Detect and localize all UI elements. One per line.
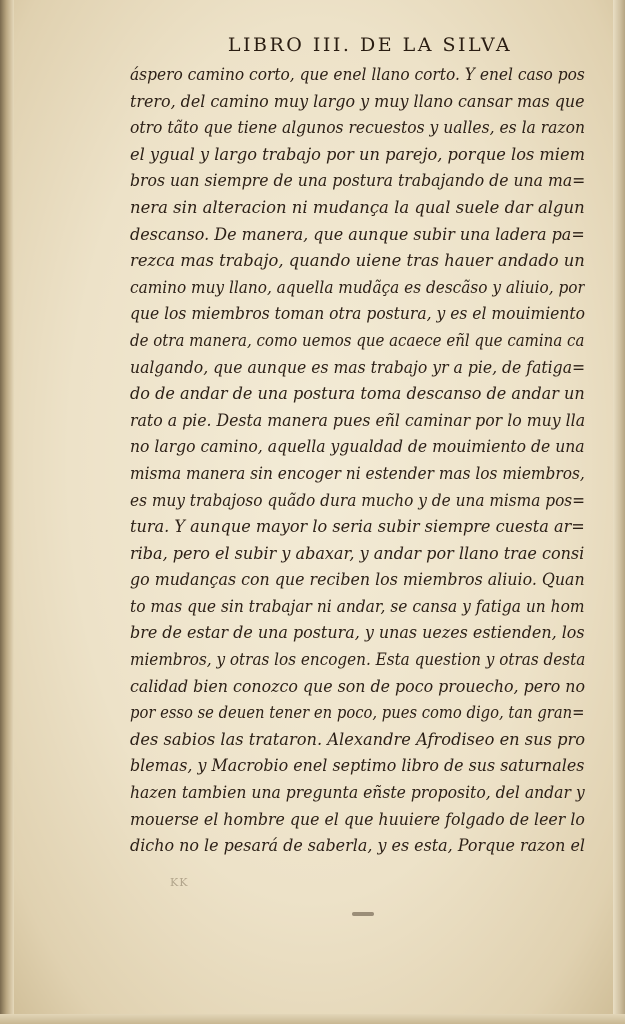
page-edge-right bbox=[613, 0, 625, 1024]
text-line: por esso se deuen tener en poco, pues como digo, tan gran= bbox=[130, 703, 585, 723]
text-line: es muy trabajoso quãdo dura mucho y de una misma pos= bbox=[130, 490, 585, 510]
text-line: no largo camino, aquella ygualdad de mouimiento de una bbox=[130, 437, 585, 457]
text-line: hazen tambien una pregunta eñste proposito, del andar y bbox=[130, 783, 585, 803]
text-line: riba, pero el subir y abaxar, y andar por llano trae consi bbox=[130, 543, 585, 563]
text-line: nera sin alteracion ni mudança la qual suele dar algun bbox=[130, 197, 585, 217]
text-line: blemas, y Macrobio enel septimo libro de sus saturnales bbox=[130, 756, 585, 776]
text-line: calidad bien conozco que son de poco prouecho, pero no bbox=[130, 676, 585, 696]
text-line: de otra manera, como uemos que acaece eñl que camina ca bbox=[130, 330, 585, 350]
text-line: do de andar de una postura toma descanso de andar un bbox=[130, 384, 585, 404]
text-line: dicho no le pesará de saberla, y es esta, Porque razon el bbox=[130, 836, 585, 856]
text-line: descanso. De manera, que aunque subir una ladera pa= bbox=[130, 224, 585, 244]
signature-mark: KK bbox=[170, 876, 189, 889]
body-text bbox=[130, 62, 590, 860]
text-line: bros uan siempre de una postura trabajando de una ma= bbox=[130, 171, 586, 191]
text-line: rato a pie. Desta manera pues eñl caminar por lo muy lla bbox=[130, 410, 586, 430]
text-line: mouerse el hombre que el que huuiere folgado de leer lo bbox=[130, 809, 585, 829]
text-line: bre de estar de una postura, y unas uezes estienden, los bbox=[130, 623, 585, 643]
text-line: tura. Y aunque mayor lo seria subir siempre cuesta ar= bbox=[130, 517, 585, 537]
text-line: que los miembros toman otra postura, y es el mouimiento bbox=[130, 304, 585, 324]
text-line: camino muy llano, aquella mudãça es descãso y aliuio, por bbox=[130, 277, 585, 297]
text-line: misma manera sin encoger ni estender mas los miembros, bbox=[130, 463, 585, 483]
ink-smudge bbox=[352, 912, 374, 916]
page-edge-bottom bbox=[0, 1014, 625, 1024]
page-gutter bbox=[0, 0, 14, 1024]
text-line: to mas que sin trabajar ni andar, se cansa y fatiga un hom bbox=[130, 596, 585, 616]
text-line: otro tãto que tiene algunos recuestos y ualles, es la razon bbox=[130, 118, 585, 138]
text-line: ualgando, que aunque es mas trabajo yr a pie, de fatiga= bbox=[130, 357, 586, 377]
text-line: áspero camino corto, que enel llano corto. Y enel caso pos bbox=[130, 65, 585, 84]
text-line: trero, del camino muy largo y muy llano cansar mas que bbox=[130, 91, 585, 111]
text-line: miembros, y otras los encogen. Esta question y otras desta bbox=[130, 650, 586, 670]
text-line: des sabios las trataron. Alexandre Afrodiseo en sus pro bbox=[130, 729, 585, 749]
running-head: LIBRO III. DE LA SILVA bbox=[227, 34, 513, 56]
text-line: el ygual y largo trabajo por un parejo, porque los miem bbox=[130, 144, 585, 164]
text-line: go mudanças con que reciben los miembros aliuio. Quan bbox=[130, 570, 585, 590]
text-line: rezca mas trabajo, quando uiene tras hauer andado un bbox=[130, 251, 585, 271]
